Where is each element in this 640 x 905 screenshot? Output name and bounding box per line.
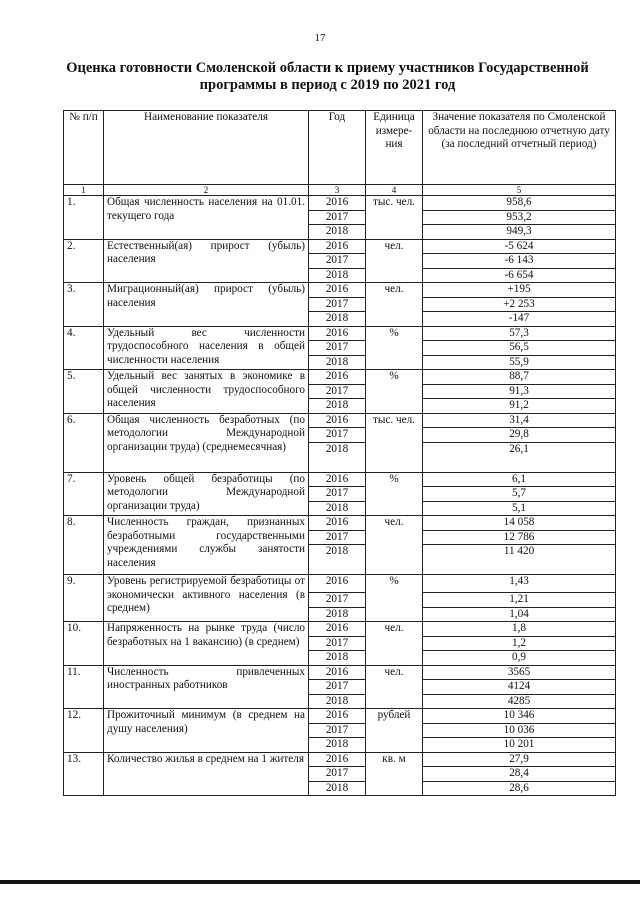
unit-cell: %	[366, 370, 423, 414]
year-cell: 2016	[309, 413, 366, 428]
row-number: 5.	[64, 370, 104, 414]
year-cell: 2017	[309, 593, 366, 608]
row-number: 11.	[64, 665, 104, 709]
indicator-name: Уровень общей безработицы (по методологии Международной организации труда)	[104, 472, 309, 516]
unit-cell: %	[366, 575, 423, 622]
year-cell: 2018	[309, 694, 366, 709]
table-row	[64, 370, 616, 385]
value-cell: 1,2	[423, 636, 616, 651]
year-cell: 2017	[309, 428, 366, 443]
value-cell: 31,4	[423, 413, 616, 428]
row-number: 1.	[64, 196, 104, 240]
column-number: 3	[309, 185, 366, 196]
column-number: 1	[64, 185, 104, 196]
value-cell: 28,4	[423, 767, 616, 782]
year-cell: 2017	[309, 297, 366, 312]
value-cell: 10 346	[423, 709, 616, 724]
year-cell: 2018	[309, 545, 366, 575]
value-cell: 1,8	[423, 622, 616, 637]
header-name: Наименование показателя	[104, 111, 309, 185]
year-cell: 2016	[309, 196, 366, 211]
year-cell: 2017	[309, 341, 366, 356]
year-cell: 2017	[309, 723, 366, 738]
indicator-name: Общая численность безработных (по методологии Международной организации труда) (среднемесячная)	[104, 413, 309, 472]
value-cell: 5,7	[423, 487, 616, 502]
value-cell: 57,3	[423, 326, 616, 341]
table-row	[64, 709, 616, 724]
year-cell: 2016	[309, 326, 366, 341]
year-cell: 2018	[309, 312, 366, 327]
value-cell: 0,9	[423, 651, 616, 666]
value-cell: 12 786	[423, 530, 616, 545]
value-cell: 27,9	[423, 752, 616, 767]
unit-cell: чел.	[366, 516, 423, 575]
indicator-name: Прожиточный минимум (в среднем на душу населения)	[104, 709, 309, 753]
row-number: 4.	[64, 326, 104, 370]
unit-cell: чел.	[366, 665, 423, 709]
value-cell: 1,21	[423, 593, 616, 608]
indicator-name: Количество жилья в среднем на 1 жителя	[104, 752, 309, 796]
table-row	[64, 622, 616, 637]
year-cell: 2017	[309, 254, 366, 269]
year-cell: 2016	[309, 665, 366, 680]
unit-cell: чел.	[366, 239, 423, 283]
value-cell: 5,1	[423, 501, 616, 516]
table-row	[64, 516, 616, 531]
year-cell: 2016	[309, 575, 366, 593]
value-cell: 88,7	[423, 370, 616, 385]
year-cell: 2018	[309, 355, 366, 370]
year-cell: 2016	[309, 370, 366, 385]
unit-cell: тыс. чел.	[366, 413, 423, 472]
value-cell: +195	[423, 283, 616, 298]
header-year: Год	[309, 111, 366, 185]
value-cell: 953,2	[423, 210, 616, 225]
indicator-name: Напряженность на рынке труда (число безработных на 1 вакансию) (в среднем)	[104, 622, 309, 666]
column-number: 4	[366, 185, 423, 196]
year-cell: 2017	[309, 530, 366, 545]
indicator-name: Численность привлеченных иностранных работников	[104, 665, 309, 709]
value-cell: 55,9	[423, 355, 616, 370]
year-cell: 2018	[309, 268, 366, 283]
column-number: 5	[423, 185, 616, 196]
value-cell: 958,6	[423, 196, 616, 211]
unit-cell: чел.	[366, 283, 423, 327]
year-cell: 2017	[309, 636, 366, 651]
value-cell: 6,1	[423, 472, 616, 487]
value-cell: 28,6	[423, 781, 616, 796]
table-row	[64, 413, 616, 428]
value-cell: 3565	[423, 665, 616, 680]
row-number: 10.	[64, 622, 104, 666]
value-cell: -6 654	[423, 268, 616, 283]
header-unit: Единица измере-ния	[366, 111, 423, 185]
unit-cell: чел.	[366, 622, 423, 666]
row-number: 6.	[64, 413, 104, 472]
value-cell: 91,2	[423, 399, 616, 414]
column-number-row	[64, 185, 616, 196]
year-cell: 2016	[309, 516, 366, 531]
year-cell: 2018	[309, 651, 366, 666]
value-cell: 10 036	[423, 723, 616, 738]
indicator-name: Уровень регистрируемой безработицы от экономически активного населения (в среднем)	[104, 575, 309, 622]
value-cell: 91,3	[423, 384, 616, 399]
indicator-name: Удельный вес численности трудоспособного населения в общей численности населения	[104, 326, 309, 370]
indicators-table	[63, 110, 616, 796]
year-cell: 2016	[309, 283, 366, 298]
value-cell: 4124	[423, 680, 616, 695]
year-cell: 2018	[309, 738, 366, 753]
table-body	[64, 196, 616, 796]
year-cell: 2018	[309, 781, 366, 796]
year-cell: 2016	[309, 622, 366, 637]
row-number: 13.	[64, 752, 104, 796]
year-cell: 2016	[309, 472, 366, 487]
unit-cell: %	[366, 472, 423, 516]
value-cell: 1,04	[423, 607, 616, 622]
indicator-name: Удельный вес занятых в экономике в общей численности трудоспособного населения	[104, 370, 309, 414]
table-row	[64, 196, 616, 211]
value-cell: 949,3	[423, 225, 616, 240]
table-header-row	[64, 111, 616, 185]
year-cell: 2018	[309, 399, 366, 414]
indicator-name: Численность граждан, признанных безработными государственными учреждениями службы занятости населения	[104, 516, 309, 575]
indicator-name: Миграционный(ая) прирост (убыль) населения	[104, 283, 309, 327]
value-cell: -6 143	[423, 254, 616, 269]
column-number: 2	[104, 185, 309, 196]
table-row	[64, 239, 616, 254]
year-cell: 2016	[309, 239, 366, 254]
value-cell: 11 420	[423, 545, 616, 575]
year-cell: 2017	[309, 210, 366, 225]
row-number: 7.	[64, 472, 104, 516]
year-cell: 2017	[309, 680, 366, 695]
indicator-name: Общая численность населения на 01.01. текущего года	[104, 196, 309, 240]
year-cell: 2016	[309, 752, 366, 767]
indicator-name: Естественный(ая) прирост (убыль) населения	[104, 239, 309, 283]
value-cell: -147	[423, 312, 616, 327]
year-cell: 2017	[309, 767, 366, 782]
row-number: 3.	[64, 283, 104, 327]
table-row	[64, 326, 616, 341]
table-row	[64, 283, 616, 298]
year-cell: 2017	[309, 384, 366, 399]
page-bottom-rule	[0, 880, 640, 884]
table-row	[64, 665, 616, 680]
year-cell: 2018	[309, 225, 366, 240]
year-cell: 2018	[309, 607, 366, 622]
value-cell: 4285	[423, 694, 616, 709]
header-num: № п/п	[64, 111, 104, 185]
unit-cell: %	[366, 326, 423, 370]
value-cell: 14 058	[423, 516, 616, 531]
year-cell: 2016	[309, 709, 366, 724]
value-cell: -5 624	[423, 239, 616, 254]
unit-cell: кв. м	[366, 752, 423, 796]
header-value: Значение показателя по Смоленской области на последнюю отчетную дату (за последний отчетный период)	[423, 111, 616, 185]
table-row	[64, 575, 616, 593]
unit-cell: тыс. чел.	[366, 196, 423, 240]
unit-cell: рублей	[366, 709, 423, 753]
year-cell: 2018	[309, 501, 366, 516]
value-cell: 1,43	[423, 575, 616, 593]
page-number: 17	[314, 32, 326, 44]
value-cell: 10 201	[423, 738, 616, 753]
year-cell: 2018	[309, 442, 366, 472]
value-cell: 56,5	[423, 341, 616, 356]
row-number: 12.	[64, 709, 104, 753]
value-cell: +2 253	[423, 297, 616, 312]
row-number: 8.	[64, 516, 104, 575]
row-number: 2.	[64, 239, 104, 283]
value-cell: 26,1	[423, 442, 616, 472]
table-row	[64, 472, 616, 487]
table-row	[64, 752, 616, 767]
document-title: Оценка готовности Смоленской области к приему участников Государственной программы в период с 2019 по 2021 год	[66, 60, 589, 93]
row-number: 9.	[64, 575, 104, 622]
year-cell: 2017	[309, 487, 366, 502]
value-cell: 29,8	[423, 428, 616, 443]
